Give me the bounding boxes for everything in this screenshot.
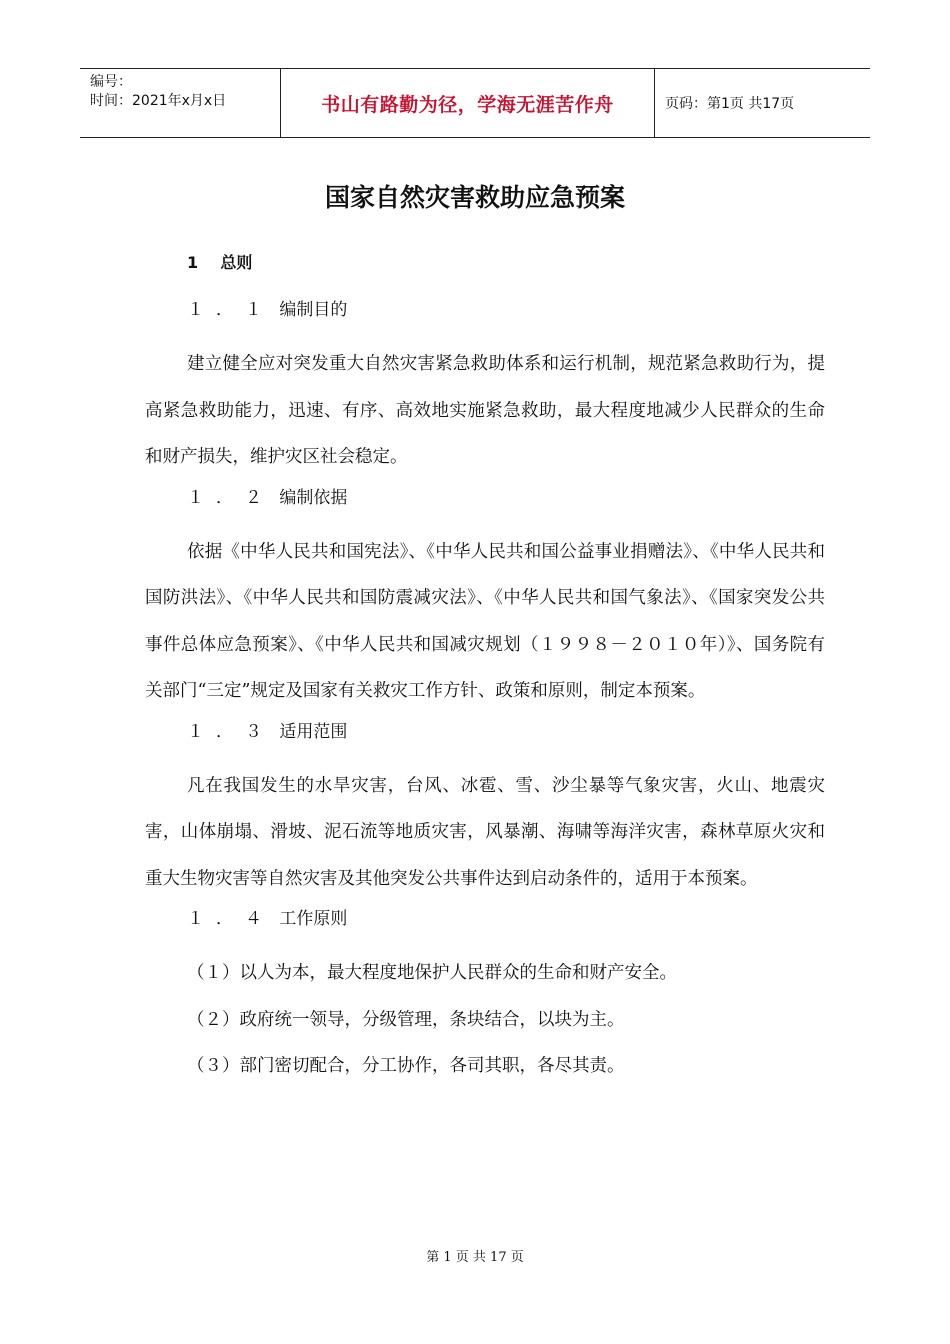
list-item: （１）以人为本，最大程度地保护人民群众的生命和财产安全。 — [187, 963, 677, 983]
subsection-heading — [187, 295, 825, 341]
list-item: （３）部门密切配合，分工协作，各司其职，各尽其责。 — [187, 1056, 625, 1076]
subsection-title: 编制依据 — [279, 487, 348, 508]
page-header — [80, 68, 870, 138]
subsection-heading — [187, 483, 825, 529]
section-number: 1 — [187, 253, 199, 272]
paragraph: 依据《中华人民共和国宪法》、《中华人民共和国公益事业捐赠法》、《中华人民共和国防洪法》、《中华人民共和国防震减灾法》、《中华人民共和国气象法》、《国家突发公共事件总体应急预案》、《中华人民共和国减灾规划（１９９８－２０１０年）》、国务院有关部门“三定”规定及国家有关救灾工作方针、政策和原则，制定本预案。 — [145, 541, 825, 701]
section-title: 总则 — [220, 253, 253, 272]
subsection-title: 工作原则 — [279, 909, 348, 929]
paragraph: 建立健全应对突发重大自然灾害紧急救助体系和运行机制，规范紧急救助行为，提高紧急救助能力，迅速、有序、高效地实施紧急救助，最大程度地减少人民群众的生命和财产损失，维护灾区社会稳定。 — [145, 354, 825, 467]
subsection-heading — [187, 904, 825, 950]
section-heading — [187, 248, 825, 295]
code-label: 编号： — [90, 74, 132, 90]
subsection-number: １．４ — [187, 909, 274, 929]
subsection-number: １．１ — [187, 300, 274, 320]
page-footer: 第 1 页 共 17 页 — [426, 1250, 524, 1265]
subsection-number: １．２ — [187, 487, 274, 508]
subsection-title: 编制目的 — [279, 300, 348, 320]
paragraph: 凡在我国发生的水旱灾害，台风、冰雹、雪、沙尘暴等气象灾害，火山、地震灾害，山体崩塌、滑坡、泥石流等地质灾害，风暴潮、海啸等海洋灾害，森林草原火灾和重大生物灾害等自然灾害及其他突发公共事件达到启动条件的，适用于本预案。 — [145, 775, 825, 889]
subsection-title: 适用范围 — [279, 721, 348, 742]
header-motto: 书山有路勤为径，学海无涯苦作舟 — [281, 69, 655, 137]
header-page-info: 页码：第1页 共17页 — [665, 96, 795, 112]
document-body — [145, 248, 825, 1090]
document-title: 国家自然灾害救助应急预案 — [324, 183, 625, 212]
time-label: 时间：2021年x月x日 — [90, 93, 227, 109]
subsection-number: １．３ — [187, 721, 274, 742]
subsection-heading — [187, 717, 825, 763]
list-item: （２）政府统一领导，分级管理，条块结合，以块为主。 — [187, 1009, 625, 1030]
header-meta — [80, 69, 281, 137]
